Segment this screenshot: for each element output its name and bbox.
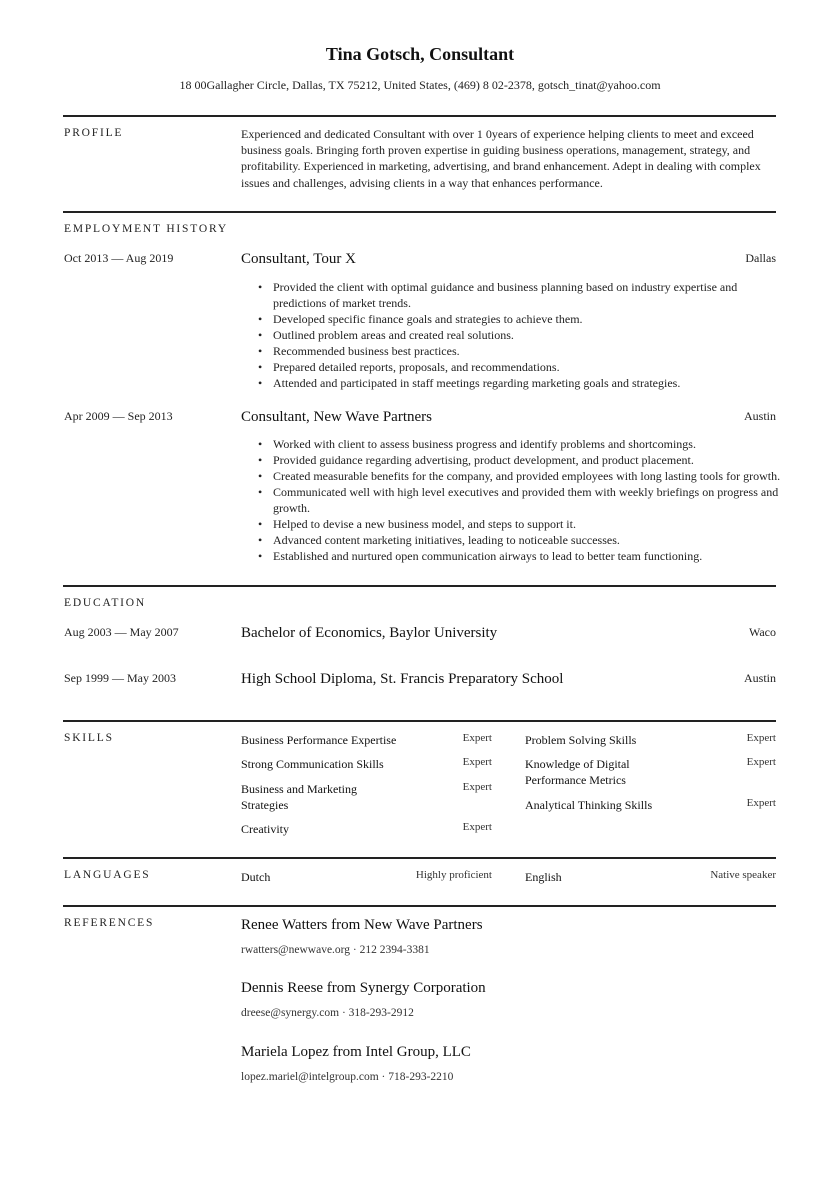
education-title: Bachelor of Economics, Baylor University [241,625,498,641]
skill-level: Expert [462,756,492,768]
reference-name: Dennis Reese from Synergy Corporation [241,980,486,996]
reference-contact[interactable]: lopez.mariel@intelgroup.com · 718-293-2210 [241,1071,454,1083]
skill-level: Expert [746,732,776,744]
education-location: Austin [743,671,776,685]
skill-name: Analytical Thinking Skills [525,798,653,812]
reference-name: Renee Watters from New Wave Partners [241,917,483,933]
section-divider [63,585,776,587]
job-bullet: • Provided guidance regarding advertising, product development, and product placement. [273,452,781,468]
skill-level: Expert [462,732,492,744]
section-title-references: REFERENCES [64,917,155,929]
job-bullet: • Established and nurtured open communication airways to lead to better team functioning. [273,548,781,564]
skill-name: Business and Marketing Strategies [241,782,357,812]
education-dates: Aug 2003 — May 2007 [64,625,179,639]
language-name: English [525,870,562,884]
reference-contact[interactable]: rwatters@newwave.org · 212 2394-3381 [241,944,430,956]
skill-name: Knowledge of Digital Performance Metrics [525,757,630,787]
skill-level: Expert [462,781,492,793]
job-dates: Apr 2009 — Sep 2013 [64,409,173,423]
language-level: Native speaker [710,869,776,881]
job-bullet: • Developed specific finance goals and strategies to achieve them. [273,311,781,327]
education-title: High School Diploma, St. Francis Preparatory School [241,671,564,687]
section-title-skills: SKILLS [64,732,114,744]
reference-contact[interactable]: dreese@synergy.com · 318-293-2912 [241,1007,414,1019]
skill-name: Business Performance Expertise [241,733,397,747]
skill-level: Expert [746,756,776,768]
language-name: Dutch [241,870,271,884]
job-dates: Oct 2013 — Aug 2019 [64,251,174,265]
skill-name: Problem Solving Skills [525,733,637,747]
job-bullet: • Attended and participated in staff meetings regarding marketing goals and strategies. [273,375,781,391]
profile-summary: Experienced and dedicated Consultant with over 1 0years of experience helping clients to meet and exceed business goals. Bringing forth proven expertise in guiding business operations, management, strategy, and profitability. Experienced in marketing, advertising, and brand enhancement. Adept in dealing with complex issues and challenges, advising clients in a way that enhances performance. [241,127,761,190]
section-title-languages: LANGUAGES [64,869,151,881]
resume-name-title: Tina Gotsch, Consultant [325,44,515,64]
education-location: Waco [748,625,776,639]
section-divider [63,115,776,117]
job-title: Consultant, New Wave Partners [241,409,432,425]
skill-name: Creativity [241,822,289,836]
job-bullet: • Helped to devise a new business model, and steps to support it. [273,516,781,532]
job-bullet: • Outlined problem areas and created real solutions. [273,327,781,343]
section-title-education: EDUCATION [64,597,146,609]
job-bullets [241,436,781,564]
skill-name: Strong Communication Skills [241,757,384,771]
job-bullets [241,279,781,391]
job-bullet: • Recommended business best practices. [273,343,781,359]
section-title-employment: EMPLOYMENT HISTORY [64,223,228,235]
section-divider [63,720,776,722]
section-divider [63,211,776,213]
skill-level: Expert [462,821,492,833]
job-bullet: • Worked with client to assess business progress and identify problems and shortcomings. [273,436,781,452]
language-level: Highly proficient [415,869,492,881]
job-bullet: • Created measurable benefits for the company, and provided employees with long lasting tools for growth. [273,468,781,484]
job-bullet: • Provided the client with optimal guidance and business planning based on industry expertise and predictions of market trends. [273,279,781,311]
section-divider [63,905,776,907]
skill-level: Expert [746,797,776,809]
reference-name: Mariela Lopez from Intel Group, LLC [241,1044,471,1060]
section-divider [63,857,776,859]
job-title: Consultant, Tour X [241,251,356,267]
job-location: Dallas [745,251,776,265]
section-title-profile: PROFILE [64,127,124,139]
contact-info: 18 00Gallagher Circle, Dallas, TX 75212, United States, (469) 8 02-2378, gotsch_tinat@yahoo.com [179,78,661,92]
job-location: Austin [743,409,776,423]
job-bullet: • Prepared detailed reports, proposals, and recommendations. [273,359,781,375]
job-bullet: • Advanced content marketing initiatives, leading to noticeable successes. [273,532,781,548]
education-dates: Sep 1999 — May 2003 [64,671,176,685]
job-bullet: • Communicated well with high level executives and provided them with weekly briefings on progress and growth. [273,484,781,516]
